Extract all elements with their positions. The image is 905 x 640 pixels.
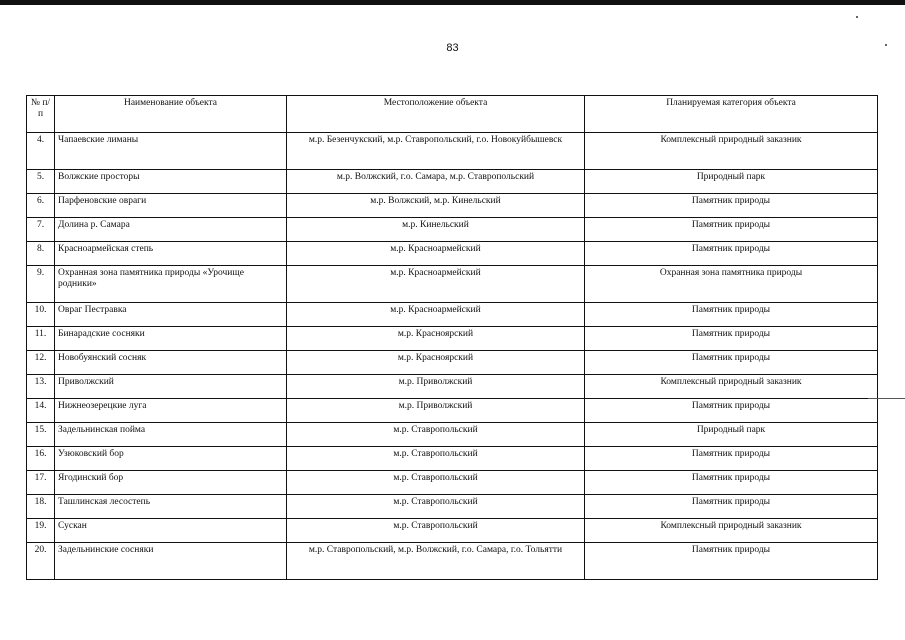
object-name: Бинарадские сосняки [55, 327, 287, 351]
table-row [27, 543, 878, 580]
table-row [27, 423, 878, 447]
row-number: 16. [27, 447, 55, 471]
object-name: Красноармейская степь [55, 242, 287, 266]
row-number: 10. [27, 303, 55, 327]
object-location: м.р. Безенчукский, м.р. Ставропольский, г.о. Новокуйбышевск [287, 133, 585, 170]
row-number: 18. [27, 495, 55, 519]
table-row [27, 495, 878, 519]
table-row [27, 375, 878, 399]
header-category: Планируемая категория объекта [585, 96, 878, 133]
object-location: м.р. Ставропольский [287, 519, 585, 543]
object-category: Комплексный природный заказник [585, 133, 878, 170]
header-object-name: Наименование объекта [55, 96, 287, 133]
table-row [27, 194, 878, 218]
scan-artifact-line [868, 398, 905, 399]
object-category: Памятник природы [585, 194, 878, 218]
row-number: 4. [27, 133, 55, 170]
row-number: 8. [27, 242, 55, 266]
table-row [27, 242, 878, 266]
object-name: Узюковский бор [55, 447, 287, 471]
object-name: Парфеновские овраги [55, 194, 287, 218]
object-name: Ягодинский бор [55, 471, 287, 495]
object-category: Комплексный природный заказник [585, 375, 878, 399]
object-name: Волжские просторы [55, 170, 287, 194]
object-name: Ташлинская лесостепь [55, 495, 287, 519]
header-location: Местоположение объекта [287, 96, 585, 133]
object-category: Памятник природы [585, 327, 878, 351]
protected-areas-table [26, 95, 878, 580]
row-number: 13. [27, 375, 55, 399]
object-name: Охранная зона памятника природы «Урочище родники» [55, 266, 287, 303]
object-category: Памятник природы [585, 399, 878, 423]
table-row [27, 399, 878, 423]
page-number: 83 [446, 42, 459, 54]
row-number: 17. [27, 471, 55, 495]
table-row [27, 447, 878, 471]
object-location: м.р. Волжский, г.о. Самара, м.р. Ставропольский [287, 170, 585, 194]
object-category: Памятник природы [585, 471, 878, 495]
table-row [27, 170, 878, 194]
object-name: Овраг Пестравка [55, 303, 287, 327]
object-location: м.р. Красноярский [287, 351, 585, 375]
row-number: 9. [27, 266, 55, 303]
row-number: 5. [27, 170, 55, 194]
row-number: 15. [27, 423, 55, 447]
object-name: Задельнинские сосняки [55, 543, 287, 580]
object-location: м.р. Волжский, м.р. Кинельский [287, 194, 585, 218]
table-row [27, 218, 878, 242]
object-location: м.р. Кинельский [287, 218, 585, 242]
object-category: Памятник природы [585, 303, 878, 327]
row-number: 12. [27, 351, 55, 375]
object-category: Охранная зона памятника природы [585, 266, 878, 303]
object-name: Приволжский [55, 375, 287, 399]
object-location: м.р. Приволжский [287, 375, 585, 399]
table-row [27, 519, 878, 543]
row-number: 6. [27, 194, 55, 218]
table-row [27, 303, 878, 327]
row-number: 11. [27, 327, 55, 351]
table-header-row [27, 96, 878, 133]
table-row [27, 133, 878, 170]
object-name: Задельнинская пойма [55, 423, 287, 447]
header-number: № п/п [27, 96, 55, 133]
object-location: м.р. Красноармейский [287, 266, 585, 303]
table-row [27, 351, 878, 375]
object-name: Новобуянский сосняк [55, 351, 287, 375]
object-name: Долина р. Самара [55, 218, 287, 242]
scan-speck [856, 16, 858, 18]
object-category: Памятник природы [585, 447, 878, 471]
object-category: Памятник природы [585, 218, 878, 242]
object-category: Памятник природы [585, 543, 878, 580]
object-category: Природный парк [585, 423, 878, 447]
object-location: м.р. Красноармейский [287, 303, 585, 327]
object-location: м.р. Приволжский [287, 399, 585, 423]
object-category: Памятник природы [585, 495, 878, 519]
object-category: Комплексный природный заказник [585, 519, 878, 543]
object-location: м.р. Ставропольский [287, 447, 585, 471]
table-row [27, 471, 878, 495]
scan-top-border [0, 0, 905, 5]
table-row [27, 327, 878, 351]
row-number: 7. [27, 218, 55, 242]
table-row [27, 266, 878, 303]
object-location: м.р. Ставропольский [287, 495, 585, 519]
row-number: 19. [27, 519, 55, 543]
object-location: м.р. Красноярский [287, 327, 585, 351]
object-category: Природный парк [585, 170, 878, 194]
object-location: м.р. Ставропольский, м.р. Волжский, г.о. Самара, г.о. Тольятти [287, 543, 585, 580]
object-location: м.р. Ставропольский [287, 423, 585, 447]
object-category: Памятник природы [585, 351, 878, 375]
row-number: 14. [27, 399, 55, 423]
object-name: Чапаевские лиманы [55, 133, 287, 170]
row-number: 20. [27, 543, 55, 580]
object-name: Сускан [55, 519, 287, 543]
object-location: м.р. Красноармейский [287, 242, 585, 266]
object-location: м.р. Ставропольский [287, 471, 585, 495]
object-category: Памятник природы [585, 242, 878, 266]
object-name: Нижнеозерецкие луга [55, 399, 287, 423]
